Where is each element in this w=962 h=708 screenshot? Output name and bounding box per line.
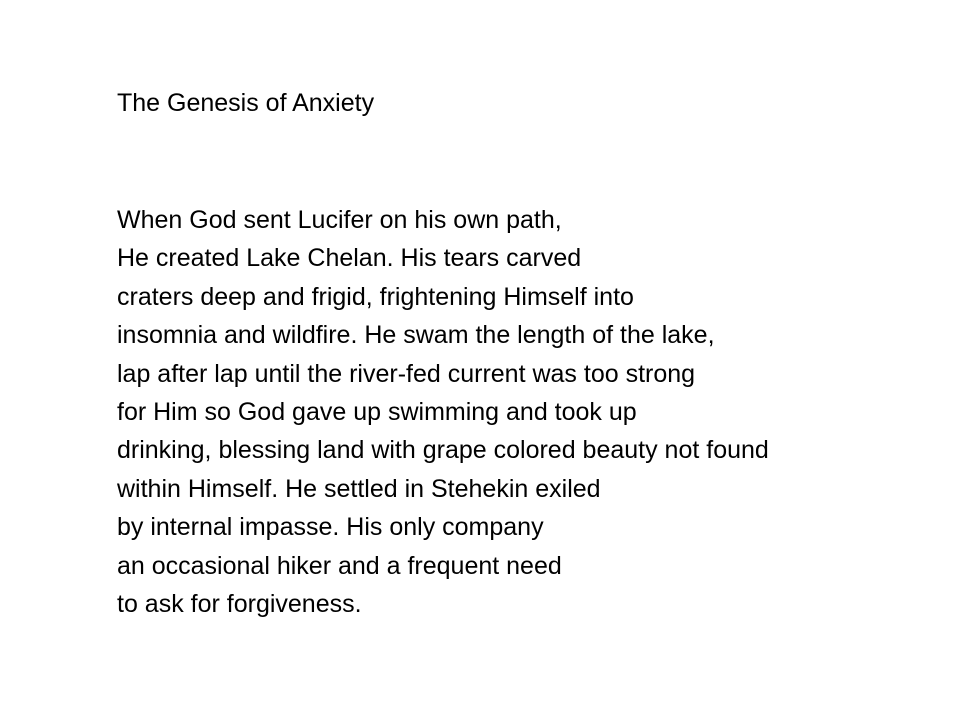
poem-line: insomnia and wildfire. He swam the length of the lake, [117, 321, 715, 350]
poem-line: drinking, blessing land with grape colored beauty not found [117, 436, 769, 465]
poem-line: craters deep and frigid, frightening Himself into [117, 282, 634, 311]
poem-line: When God sent Lucifer on his own path, [117, 206, 562, 234]
poem-line: He created Lake Chelan. His tears carved [117, 244, 582, 273]
poem-line: to ask for forgiveness. [117, 589, 362, 618]
poem-line: an occasional hiker and a frequent need [117, 551, 562, 580]
poem-body [117, 201, 769, 623]
poem-line: for Him so God gave up swimming and took up [117, 397, 637, 426]
poem-title: The Genesis of Anxiety [117, 89, 375, 117]
poem-line: within Himself. He settled in Stehekin exiled [117, 474, 601, 503]
poem-line: lap after lap until the river-fed current was too strong [117, 359, 696, 388]
poem-line: by internal impasse. His only company [117, 513, 544, 542]
